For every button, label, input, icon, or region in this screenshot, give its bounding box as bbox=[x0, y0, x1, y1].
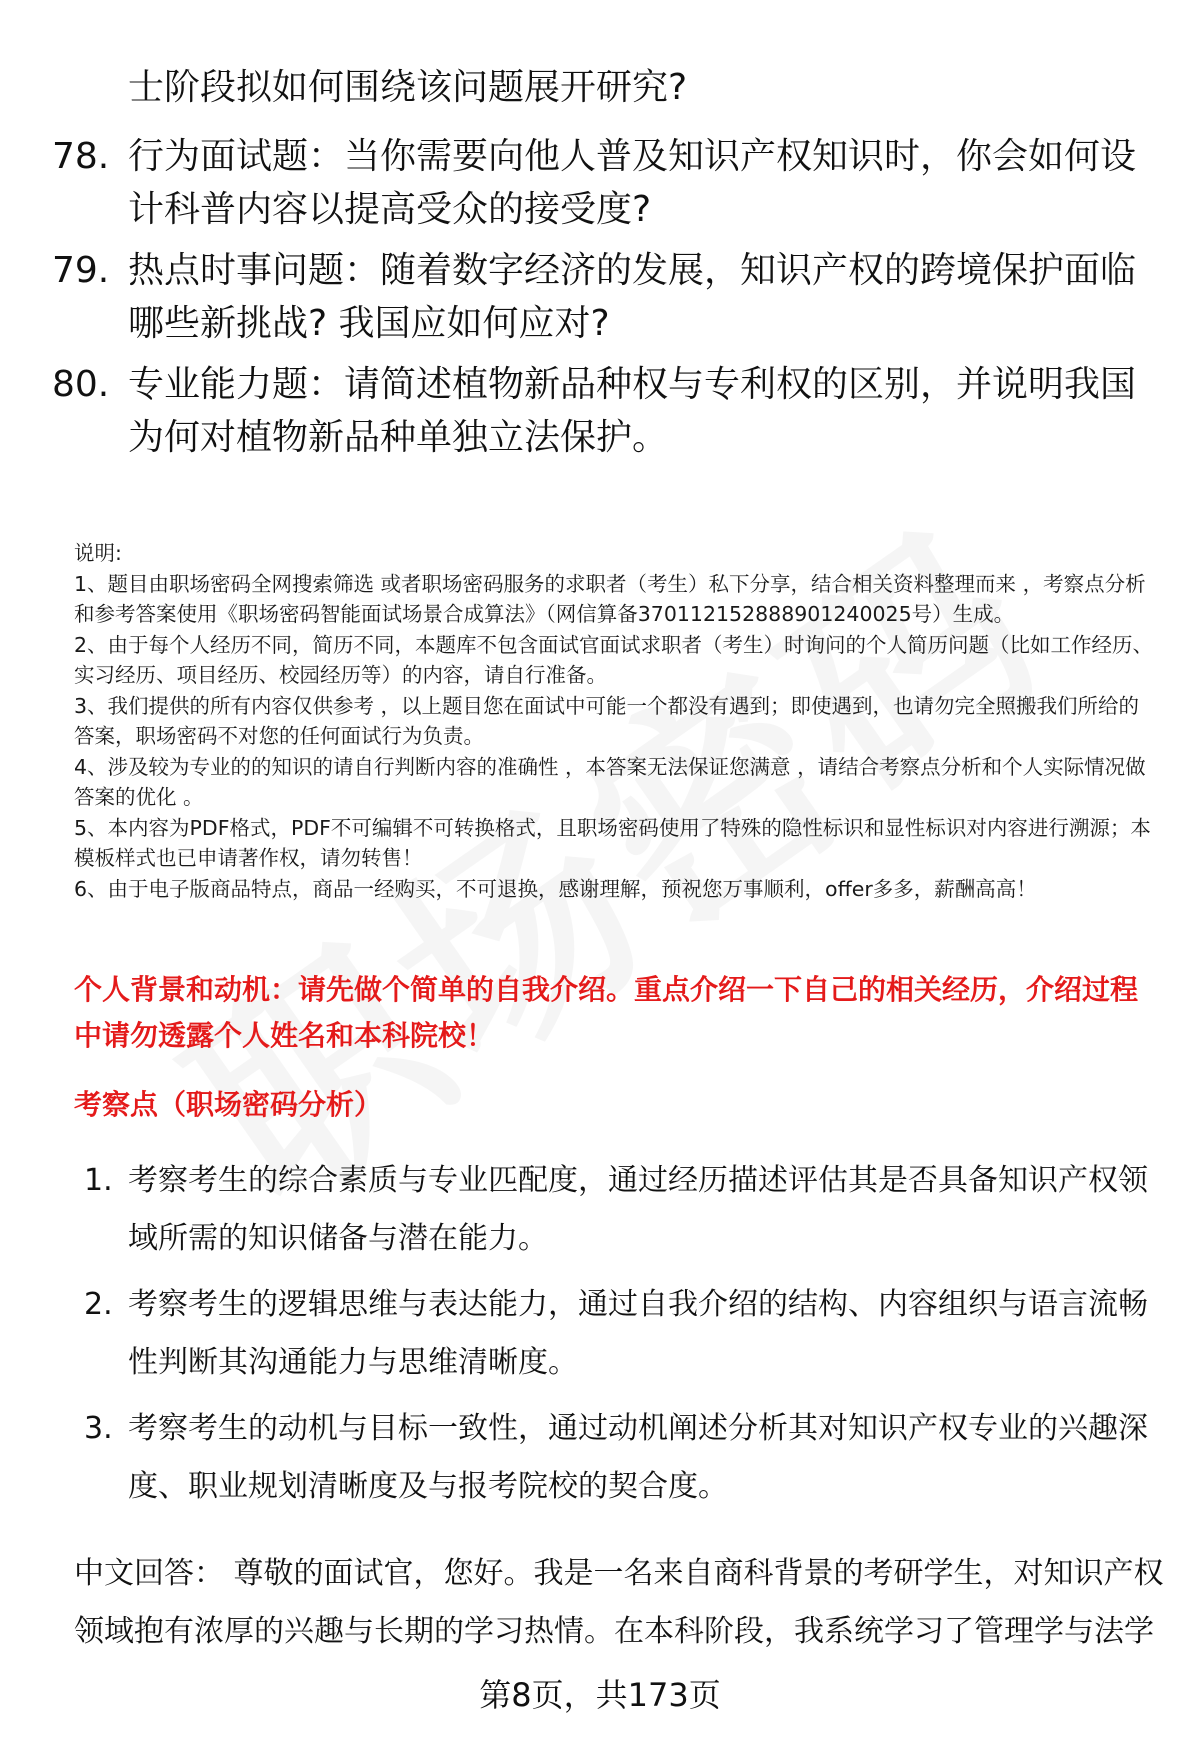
point-number: 3. bbox=[84, 1411, 113, 1446]
point-number: 2. bbox=[84, 1287, 113, 1322]
question-79 bbox=[52, 244, 1152, 350]
note-item: 3、我们提供的所有内容仅供参考 ，以上题目您在面试中可能一个都没有遇到；即使遇到，也请勿完全照搬我们所给的答案，职场密码不对您的任何面试行为负责。 bbox=[74, 693, 1140, 748]
point-text: 考察考生的动机与目标一致性，通过动机阐述分析其对知识产权专业的兴趣深度、职业规划清晰度及与报考院校的契合度。 bbox=[128, 1411, 1148, 1504]
question-text: 热点时事问题：随着数字经济的发展，知识产权的跨境保护面临哪些新挑战? 我国应如何应对? bbox=[128, 250, 1137, 344]
continued-question-line: 士阶段拟如何围绕该问题展开研究? bbox=[128, 67, 688, 108]
question-80 bbox=[52, 358, 1152, 464]
point-text: 考察考生的逻辑思维与表达能力，通过自我介绍的结构、内容组织与语言流畅性判断其沟通能力与思维清晰度。 bbox=[128, 1287, 1148, 1380]
question-number: 79. bbox=[52, 250, 110, 291]
point-text: 考察考生的综合素质与专业匹配度，通过经历描述评估其是否具备知识产权领域所需的知识储备与潜在能力。 bbox=[128, 1163, 1148, 1256]
question-text: 行为面试题：当你需要向他人普及知识产权知识时，你会如何设计科普内容以提高受众的接受度? bbox=[128, 136, 1137, 230]
notes-title: 说明: bbox=[74, 541, 122, 565]
answer-text: 中文回答： 尊敬的面试官，您好。我是一名来自商科背景的考研学生，对知识产权领域抱有浓厚的兴趣与长期的学习热情。在本科阶段，我系统学习了管理学与法学 bbox=[74, 1556, 1164, 1649]
analysis-points bbox=[84, 1152, 1164, 1516]
note-item: 4、涉及较为专业的的知识的请自行判断内容的准确性 ，本答案无法保证您满意 ，请结合考察点分析和个人实际情况做答案的优化 。 bbox=[74, 754, 1146, 809]
question-text: 专业能力题：请简述植物新品种权与专利权的区别，并说明我国为何对植物新品种单独立法保护。 bbox=[128, 364, 1137, 458]
question-number: 80. bbox=[52, 364, 110, 405]
featured-question: 个人背景和动机：请先做个简单的自我介绍。重点介绍一下自己的相关经历，介绍过程中请勿透露个人姓名和本科院校！ bbox=[74, 973, 1139, 1052]
page-number: 第8页，共173页 bbox=[479, 1676, 721, 1714]
analysis-point bbox=[84, 1400, 1164, 1516]
note-item: 5、本内容为PDF格式，PDF不可编辑不可转换格式，且职场密码使用了特殊的隐性标识和显性标识对内容进行溯源；本模板样式也已申请著作权，请勿转售！ bbox=[74, 815, 1151, 870]
question-number: 78. bbox=[52, 136, 110, 177]
note-item: 2、由于每个人经历不同，简历不同，本题库不包含面试官面试求职者（考生）时询问的个人简历问题（比如工作经历、实习经历、项目经历、校园经历等）的内容，请自行准备。 bbox=[74, 632, 1154, 687]
point-number: 1. bbox=[84, 1163, 113, 1198]
question-78 bbox=[52, 130, 1152, 236]
analysis-heading: 考察点（职场密码分析） bbox=[74, 1088, 383, 1121]
note-item: 6、由于电子版商品特点，商品一经购买，不可退换，感谢理解，预祝您万事顺利，offer多多，薪酬高高！ bbox=[74, 876, 1037, 901]
disclaimer-notes bbox=[74, 538, 1154, 904]
analysis-point bbox=[84, 1152, 1164, 1268]
note-item: 1、题目由职场密码全网搜索筛选 或者职场密码服务的求职者（考生）私下分享，结合相关资料整理而来 ，考察点分析和参考答案使用《职场密码智能面试场景合成算法》（网信算备370112152888901240025号）生成。 bbox=[74, 571, 1146, 626]
analysis-point bbox=[84, 1276, 1164, 1392]
